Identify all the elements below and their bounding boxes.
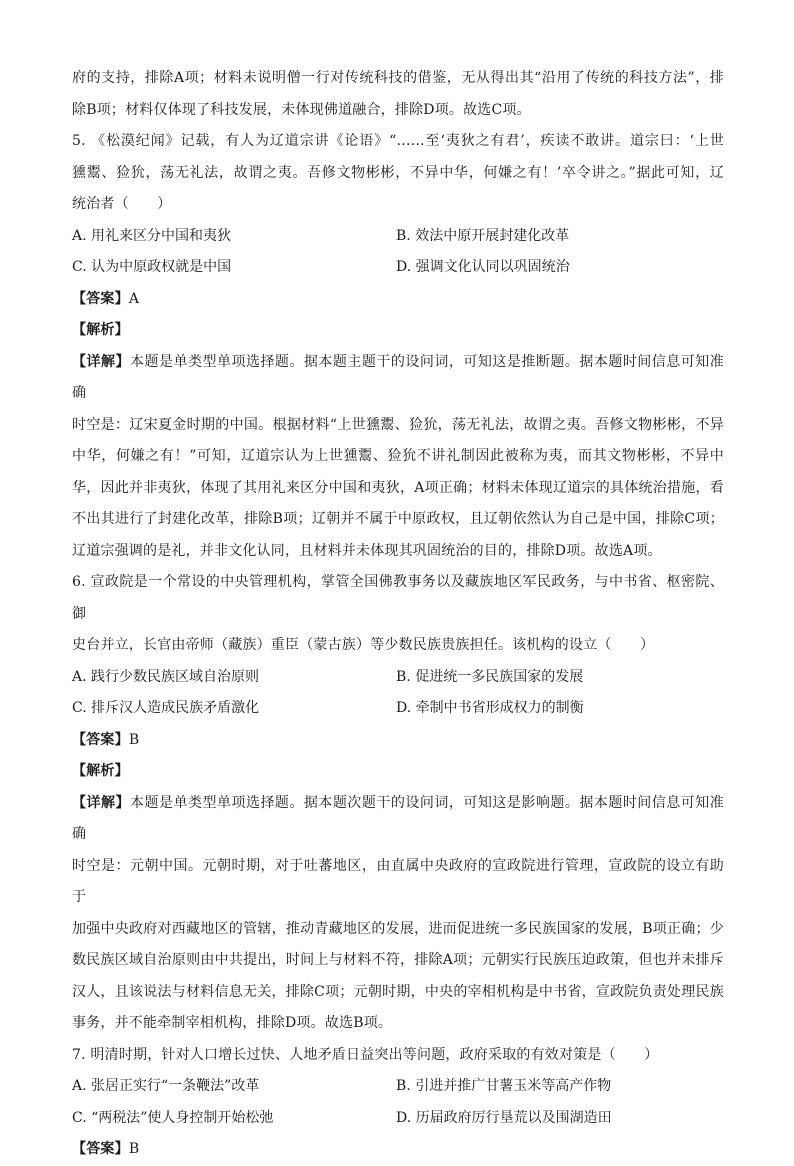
- question-7-answer: [72, 1134, 724, 1166]
- question-6-options-row: [72, 662, 724, 694]
- prev-explanation-line: 除B项；材料仅体现了科技发展，未体现佛道融合，排除D项。故选C项。: [72, 101, 531, 118]
- option-a: A. 践行少数民族区域自治原则: [72, 668, 260, 685]
- option-b: B. 效法中原开展封建化改革: [396, 227, 570, 244]
- answer-value: B: [128, 731, 140, 748]
- detail-text: 本题是单类型单项选择题。据本题主题干的设问词，可知这是推断题。据本题时间信息可知准确: [72, 353, 724, 401]
- question-7-options-row: [72, 1071, 724, 1103]
- question-7-options-row: [72, 1103, 724, 1135]
- detail-label: 【详解】: [72, 794, 130, 811]
- detail-text: 本题是单类型单项选择题。据本题次题干的设问词，可知这是影响题。据本题时间信息可知准确: [72, 794, 724, 842]
- option-c: C. 排斥汉人造成民族矛盾激化: [72, 700, 260, 716]
- question-5-stem: 统治者（ ）: [72, 196, 172, 212]
- option-d: D. 历届政府厉行垦荒以及围湖造田: [396, 1109, 612, 1126]
- question-6-detail: 事务，并不能牵制宰相机构，排除D项。故选B项。: [72, 1015, 393, 1031]
- question-5-stem: 獯鬻、猃狁，荡无礼法，故谓之夷。吾修文物彬彬，不异中华，何嫌之有！’卒令讲之。”据此可知，辽: [72, 164, 724, 181]
- option-d: D. 牵制中书省形成权力的制衡: [396, 700, 584, 716]
- analysis-label: 【解析】: [72, 322, 129, 338]
- question-6-detail: [72, 788, 724, 851]
- question-5-detail: 中华，何嫌之有！”可知，辽道宗认为上世獯鬻、猃狁不讲礼制因此被称为夷，而其文物彬彬，不异中: [72, 448, 724, 464]
- question-5-answer: [72, 284, 724, 316]
- question-6-detail: 加强中央政府对西藏地区的管辖，推动青藏地区的发展，进而促进统一多民族国家的发展，B项正确；少: [72, 920, 724, 937]
- question-5-detail: 华，因此并非夷狄，体现了其用礼来区分中国和夷狄，A项正确；材料未体现辽道宗的具体统治措施，看: [72, 479, 724, 496]
- question-6-detail: 时空是：元朝中国。元朝时期，对于吐蕃地区，由直属中央政府的宣政院进行管理，宣政院的设立有助于: [72, 857, 724, 905]
- question-6-options-row: [72, 693, 724, 725]
- question-6-detail: 数民族区域自治原则由中共提出，时间上与材料不符，排除A项；元朝实行民族压迫政策，但也并未排斥: [72, 952, 724, 968]
- question-6-detail: 汉人，且该说法与材料信息无关，排除C项；元朝时期，中央的宰相机构是中书省，宣政院负责处理民族: [72, 983, 724, 1000]
- prev-explanation-line: 府的支持，排除A项；材料未说明僧一行对传统科技的借鉴，无从得出其“沿用了传统的科技方法”，排: [72, 70, 724, 86]
- question-6-answer: [72, 725, 724, 757]
- question-5-detail: 时空是：辽宋夏金时期的中国。根据材料“上世獯鬻、猃狁，荡无礼法，故谓之夷。吾修文物彬彬，不异: [72, 416, 724, 433]
- option-b: B. 引进并推广甘薯玉米等高产作物: [396, 1078, 612, 1094]
- question-5-detail: 不出其进行了封建化改革，排除B项；辽朝并不属于中原政权，且辽朝依然认为自己是中国，排除C项；: [72, 511, 724, 527]
- answer-value: B: [128, 1141, 140, 1157]
- document-page: [72, 63, 724, 1166]
- question-6-stem: 6. 宣政院是一个常设的中央管理机构，掌管全国佛教事务以及藏族地区军民政务，与中书省、枢密院、御: [72, 574, 724, 622]
- question-5-detail: [72, 347, 724, 410]
- option-a: A. 用礼来区分中国和夷狄: [72, 227, 232, 244]
- option-c: C. “两税法”使人身控制开始松弛: [72, 1109, 274, 1126]
- question-5-options-row: [72, 221, 724, 253]
- detail-label: 【详解】: [72, 353, 130, 370]
- question-5-stem: 5. 《松漠纪闻》记载，有人为辽道宗讲《论语》“……至‘夷狄之有君’，疾读不敢讲。道宗曰：‘上世: [72, 133, 724, 149]
- question-5-options-row: [72, 252, 724, 284]
- answer-label: 【答案】: [72, 731, 129, 748]
- question-6-stem: 史台并立，长官由帝师（藏族）重臣（蒙古族）等少数民族贵族担任。该机构的设立（ ）: [72, 637, 655, 653]
- option-b: B. 促进统一多民族国家的发展: [396, 668, 584, 685]
- question-5-detail: 辽道宗强调的是礼，并非文化认同，且材料并未体现其巩固统治的目的，排除D项。故选A项。: [72, 542, 662, 559]
- option-d: D. 强调文化认同以巩固统治: [396, 259, 570, 275]
- question-7-stem: 7. 明清时期，针对人口增长过快、人地矛盾日益突出等问题，政府采取的有效对策是（ ）: [72, 1046, 659, 1063]
- option-a: A. 张居正实行“一条鞭法”改革: [72, 1078, 260, 1094]
- answer-label: 【答案】: [72, 290, 129, 307]
- analysis-label: 【解析】: [72, 763, 129, 779]
- answer-value: A: [128, 290, 140, 307]
- answer-label: 【答案】: [72, 1141, 129, 1157]
- option-c: C. 认为中原政权就是中国: [72, 259, 232, 275]
